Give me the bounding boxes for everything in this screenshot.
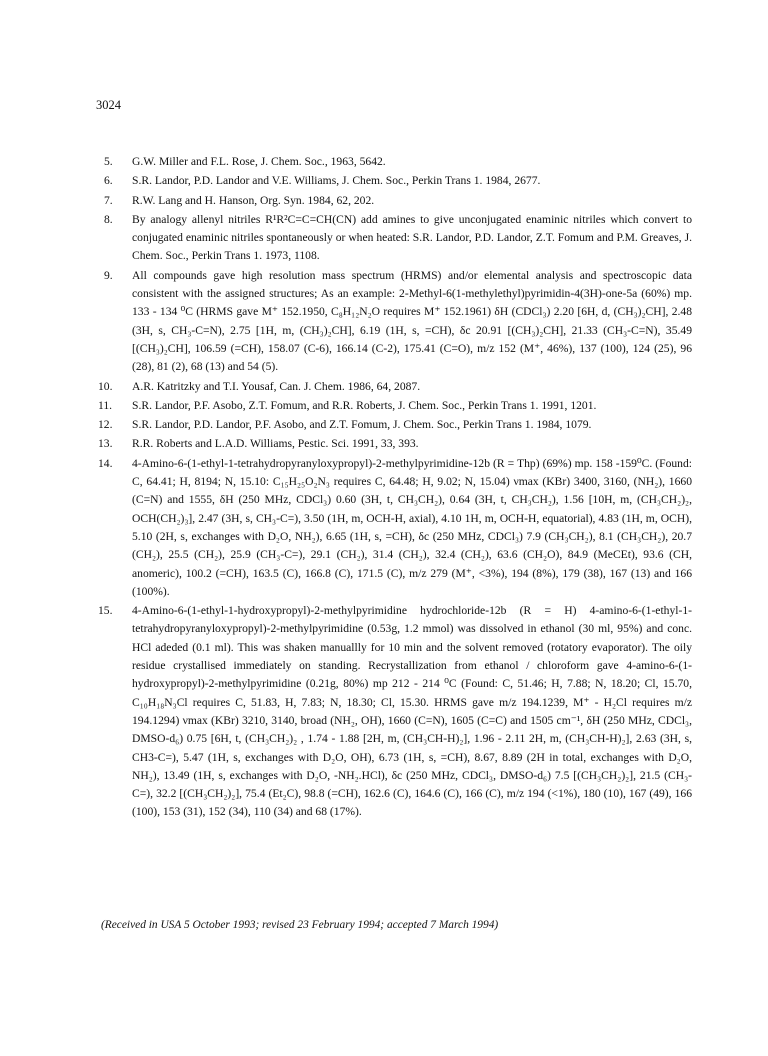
reference-item: [96, 455, 692, 601]
reference-number: 6.: [104, 174, 113, 188]
reference-number: 15.: [98, 604, 113, 618]
reference-number: 12.: [98, 418, 113, 432]
reference-text: S.R. Landor, P.D. Landor, P.F. Asobo, and Z.T. Fomum, J. Chem. Soc., Perkin Trans 1. 1984, 1079.: [132, 418, 592, 432]
reference-item: [96, 153, 692, 171]
reference-number: 10.: [98, 379, 113, 393]
reference-text: R.W. Lang and H. Hanson, Org. Syn. 1984, 62, 202.: [132, 193, 375, 207]
received-dates-footer: (Received in USA 5 October 1993; revised 23 February 1994; accepted 7 March 1994): [101, 919, 499, 931]
reference-text: By analogy allenyl nitriles R¹R²C=C=CH(CN) add amines to give unconjugated enaminic nitriles which convert to conjugated enaminic nitriles spontaneously or when heated: S.R. Landor, P.D. Landor, Z.T. Fomum and P.M. Greaves, J. Chem. Soc., Perkin Trans 1. 1973, 1108.: [132, 212, 692, 263]
reference-item: [96, 378, 692, 396]
reference-number: 8.: [104, 212, 113, 226]
reference-item: [96, 435, 692, 453]
reference-item: [96, 267, 692, 377]
reference-item: [96, 172, 692, 190]
reference-number: 7.: [104, 193, 113, 207]
reference-text: S.R. Landor, P.F. Asobo, Z.T. Fomum, and R.R. Roberts, J. Chem. Soc., Perkin Trans 1. 1991, 1201.: [132, 398, 597, 412]
reference-text: 4-Amino-6-(1-ethyl-1-hydroxypropyl)-2-methylpyrimidine hydrochloride-12b (R = H) 4-amino-6-(1-ethyl-1-tetrahydropyranyloxypropyl)-2-methylpyrimidine (0.53g, 1.2 mmol) was dissolved in ethanol (30 ml, 95%) and conc. HCl adeded (0.1 ml). This was shaken manuallly for 10 min and the solvent removed (rotatory evaporator). The oily residue crystallised immediately on standing. Recrystallization from ethanol / chloroform gave 4-amino-6-(1-hydroxypropyl)-2-methylpyrimidine (0.21g, 80%) mp 212 - 214 ⁰C (Found: C, 51.46; H, 7.88; N, 18.20; Cl, 15.70, C₁₀H₁₈N₃Cl requires C, 51.83, H, 7.83; N, 18.30; Cl, 15.30. HRMS gave m/z 194.1239, M⁺ - H₂Cl requires m/z 194.1294) νmax (KBr) 3210, 3140, broad (NH₂, OH), 1660 (C=N), 1605 (C=C) and 1505 cm⁻¹, δH (250 MHz, CDCl₃, DMSO-d₆) 0.75 [6H, t, (CH₃CH₂)₂ , 1.74 - 1.88 [2H, m, (CH₃CH-H)₂], 1.96 - 2.11 2H, m, (CH₃CH-H)₂], 2.63 (3H, s, CH3-C=), 5.47 (1H, s, exchanges with D₂O, OH), 6.73 (1H, s, =CH), 8.67, 8.89 (2H in total, exchanges with D₂O, NH₂), 13.49 (1H, s, exchanges with D₂O, -NH₂.HCl), δc (250 MHz, CDCl₃, DMSO-d₆) 7.5 [(CH₃CH₂)₂], 21.5 (CH₃-C=), 32.2 [(CH₃CH₂)₂], 75.4 (Et₂C), 98.8 (=CH), 162.6 (C), 164.6 (C), 166 (C), m/z 194 (<1%), 180 (10), 167 (49), 166 (100), 153 (31), 152 (34), 110 (34) and 68 (17%).: [132, 604, 692, 819]
reference-text: 4-Amino-6-(1-ethyl-1-tetrahydropyranyloxypropyl)-2-methylpyrimidine-12b (R = Thp) (69%) mp. 158 -159⁰C. (Found: C, 64.41; H, 8194; N, 15.10: C₁₅H₂₅O₂N₃ requires C, 64.48; H, 9.02; N, 15.04) νmax (KBr) 3400, 3160, (NH₂), 1660 (C=N) and 1555, δH (250 MHz, CDCl₃) 0.60 (3H, t, CH₃CH₂), 0.64 (3H, t, CH₃CH₂), 1.56 [10H, m, (CH₃CH₂)₂, OCH(CH₂)₃], 2.47 (3H, s, CH₃-C=), 3.50 (1H, m, OCH-H, axial), 4.10 1H, m, OCH-H, equatorial), 4.83 (1H, m, OCH), 5.10 (2H, s, exchanges with D₂O, NH₂), 6.65 (1H, s, =CH), δc (250 MHz, CDCl₃) 7.9 (CH₃CH₂), 8.1 (CH₃CH₂), 20.7 (CH₂), 25.5 (CH₂), 25.9 (CH₃-C=), 29.1 (CH₂), 31.4 (CH₂), 32.4 (CH₂), 63.6 (CH₂O), 84.9 (MeCEt), 93.6 (CH, anomeric), 100.2 (=CH), 163.5 (C), 166.8 (C), 171.5 (C), m/z 279 (M⁺, <3%), 194 (8%), 179 (38), 167 (13) and 166 (100%).: [132, 456, 692, 598]
reference-number: 14.: [98, 456, 113, 470]
reference-text: All compounds gave high resolution mass spectrum (HRMS) and/or elemental analysis and spectroscopic data consistent with the assigned structures; As an example: 2-Methyl-6(1-methylethyl)pyrimidin-4(3H)-one-5a (60%) mp. 133 - 134 ⁰C (HRMS gave M⁺ 152.1950, C₈H₁₂N₂O requires M⁺ 152.1961) δH (CDCl₃) 2.20 [6H, d, (CH₃)₂CH], 2.48 (3H, s, CH₃-C=N), 2.75 [1H, m, (CH₃)₂CH], 6.19 (1H, s, =CH), δc 20.91 [(CH₃)₂CH], 21.33 (CH₃-C=N), 35.49 [(CH₃)₂CH], 106.59 (=CH), 158.07 (C-6), 166.14 (C-2), 175.41 (C=O), m/z 152 (M⁺, 46%), 137 (100), 124 (25), 96 (28), 81 (2), 68 (13) and 54 (5).: [132, 268, 692, 374]
reference-text: A.R. Katritzky and T.I. Yousaf, Can. J. Chem. 1986, 64, 2087.: [132, 379, 421, 393]
reference-number: 13.: [98, 437, 113, 451]
reference-number: 5.: [104, 155, 113, 168]
reference-item: [96, 192, 692, 210]
reference-list: [96, 153, 692, 823]
reference-item: [96, 416, 692, 434]
reference-text: S.R. Landor, P.D. Landor and V.E. Williams, J. Chem. Soc., Perkin Trans 1. 1984, 2677.: [132, 174, 541, 188]
page-number: 3024: [96, 98, 121, 112]
reference-number: 9.: [104, 268, 113, 282]
reference-text: R.R. Roberts and L.A.D. Williams, Pestic. Sci. 1991, 33, 393.: [132, 437, 419, 451]
reference-item: [96, 211, 692, 266]
reference-item: [96, 397, 692, 415]
reference-item: [96, 602, 692, 822]
reference-text: G.W. Miller and F.L. Rose, J. Chem. Soc., 1963, 5642.: [132, 155, 386, 168]
reference-number: 11.: [98, 398, 113, 412]
